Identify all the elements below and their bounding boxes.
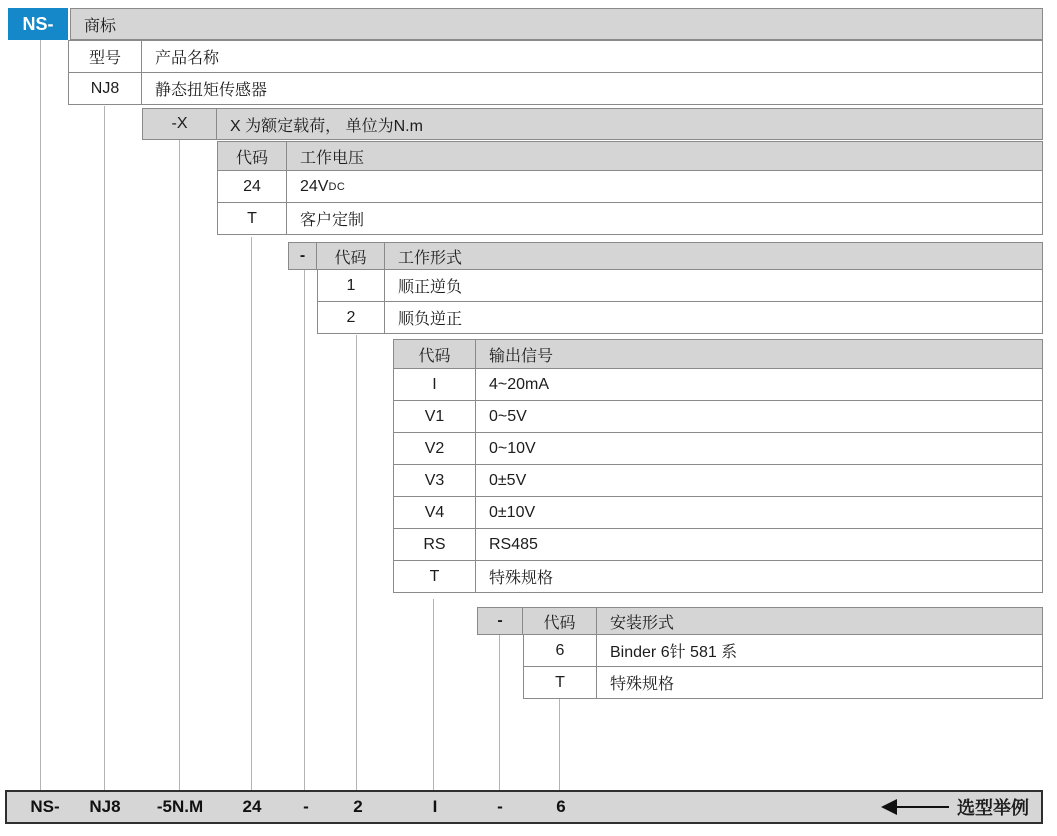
- model-header-desc: 产品名称: [155, 50, 220, 67]
- output-signal-header-desc: 输出信号: [489, 347, 554, 365]
- connector-line-mode: [356, 335, 357, 790]
- voltage-header-desc: 工作电压: [300, 149, 365, 167]
- mounting-code: 6: [555, 641, 565, 659]
- work-mode-code: 2: [346, 308, 356, 326]
- output-signal-row-i: [393, 368, 1043, 401]
- output-signal-code-cell: [393, 496, 476, 529]
- arrow-shaft: [897, 806, 949, 808]
- mounting-desc-cell: [596, 666, 1043, 699]
- brand-prefix-label: NS-: [22, 13, 54, 34]
- voltage-code: 24: [243, 177, 261, 195]
- output-signal-code-cell: [393, 368, 476, 401]
- output-signal-desc-cell: [475, 528, 1043, 561]
- example-item-dash1: -: [303, 797, 309, 816]
- voltage-row-t: [217, 202, 1043, 235]
- model-desc-cell: [141, 72, 1043, 105]
- output-signal-header-code: 代码: [418, 347, 451, 365]
- voltage-code-cell: [217, 202, 287, 235]
- output-signal-desc: 特殊规格: [489, 570, 554, 587]
- example-item-load: -5N.M: [156, 797, 204, 816]
- mounting-desc-cell: [596, 634, 1043, 667]
- brand-header-cell: [70, 8, 1043, 40]
- work-mode-row-1: [317, 269, 1043, 302]
- model-header-code: 型号: [88, 50, 121, 67]
- output-signal-desc-cell: [475, 496, 1043, 529]
- output-signal-header-code-cell: [393, 339, 476, 369]
- mounting-dash: -: [497, 612, 503, 629]
- brand-label: 商标: [84, 17, 117, 35]
- voltage-desc: 客户定制: [300, 212, 365, 229]
- work-mode-row-2: [317, 301, 1043, 334]
- model-desc: 静态扭矩传感器: [155, 82, 268, 99]
- mounting-code: T: [555, 673, 565, 691]
- model-row: [68, 72, 1043, 105]
- work-mode-header-code: 代码: [334, 249, 367, 267]
- model-code-cell: [68, 72, 142, 105]
- mounting-body: [523, 634, 1043, 699]
- output-signal-desc-cell: [475, 464, 1043, 497]
- voltage-code-cell: [217, 170, 287, 203]
- connector-line-voltage: [251, 237, 252, 790]
- model-header-desc-cell: [141, 40, 1043, 73]
- output-signal-code: V1: [424, 407, 445, 425]
- voltage-desc-cell: [286, 202, 1043, 235]
- work-mode-header-desc: 工作形式: [398, 249, 463, 267]
- output-signal-code-cell: [393, 432, 476, 465]
- work-mode-desc: 顺正逆负: [398, 279, 463, 296]
- output-signal-row-rs: [393, 528, 1043, 561]
- connector-line-load: [179, 140, 180, 790]
- rated-load-desc-cell: [216, 108, 1043, 140]
- output-signal-row-v4: [393, 496, 1043, 529]
- work-mode-header-desc-cell: [384, 242, 1043, 270]
- voltage-desc-cell: [286, 170, 1043, 203]
- mounting-row-t: [523, 666, 1043, 699]
- example-item-model: NJ8: [89, 797, 121, 816]
- work-mode-desc-cell: [384, 301, 1043, 334]
- mounting-header-desc: 安装形式: [610, 614, 675, 632]
- example-item-mode: 2: [353, 797, 363, 816]
- output-signal-desc-cell: [475, 560, 1043, 593]
- mounting-desc: 特殊规格: [610, 676, 675, 693]
- voltage-desc-subscript: DC: [328, 180, 346, 193]
- work-mode-body: [317, 269, 1043, 334]
- output-signal-table: [393, 339, 1043, 593]
- model-header-row: [68, 40, 1043, 73]
- connector-line-model: [104, 106, 105, 790]
- output-signal-row-v3: [393, 464, 1043, 497]
- output-signal-desc-cell: [475, 400, 1043, 433]
- example-item-signal: I: [432, 797, 438, 816]
- output-signal-desc: 0~10V: [489, 439, 536, 457]
- work-mode-header-code-cell: [316, 242, 385, 270]
- example-item-mount: 6: [556, 797, 566, 816]
- rated-load-desc: X 为额定载荷， 单位为N.m: [230, 117, 423, 135]
- example-item-dash2: -: [497, 797, 503, 816]
- example-item-prefix: NS-: [30, 797, 60, 816]
- connector-line-brand: [40, 40, 41, 790]
- mounting-header-desc-cell: [596, 607, 1043, 635]
- output-signal-header-row: [393, 339, 1043, 369]
- model-code: NJ8: [90, 79, 120, 97]
- work-mode-code: 1: [346, 276, 356, 294]
- connector-line-dash1: [304, 270, 305, 790]
- output-signal-desc-cell: [475, 432, 1043, 465]
- output-signal-code: T: [429, 567, 440, 585]
- example-item-voltage: 24: [242, 797, 262, 816]
- mounting-code-cell: [523, 666, 597, 699]
- connector-line-mount: [559, 699, 560, 790]
- mounting-desc: Binder 6针 581 系: [610, 644, 738, 661]
- output-signal-code: RS: [423, 535, 446, 553]
- output-signal-code-cell: [393, 400, 476, 433]
- output-signal-row-t: [393, 560, 1043, 593]
- voltage-table: [217, 141, 1043, 235]
- output-signal-desc: 0~5V: [489, 407, 527, 425]
- mounting-row-6: [523, 634, 1043, 667]
- work-mode-dash: -: [299, 247, 306, 264]
- output-signal-desc: 0±10V: [489, 503, 536, 521]
- output-signal-desc: 4~20mA: [489, 375, 550, 393]
- voltage-code: T: [247, 209, 257, 227]
- mounting-code-cell: [523, 634, 597, 667]
- work-mode-header-row: [288, 242, 1043, 270]
- output-signal-code-cell: [393, 560, 476, 593]
- example-pointer: [881, 794, 1029, 820]
- mounting-header-row: [477, 607, 1043, 635]
- output-signal-row-v1: [393, 400, 1043, 433]
- rated-load-row: [142, 108, 1043, 140]
- output-signal-code: V4: [424, 503, 445, 521]
- rated-load-code: -X: [171, 115, 188, 132]
- output-signal-header-desc-cell: [475, 339, 1043, 369]
- voltage-desc: 24V: [300, 177, 329, 195]
- work-mode-code-cell: [317, 301, 385, 334]
- output-signal-desc: RS485: [489, 535, 538, 553]
- output-signal-code: V2: [424, 439, 445, 457]
- mounting-header-code: 代码: [543, 614, 576, 632]
- rated-load-code-cell: [142, 108, 217, 140]
- voltage-header-code: 代码: [235, 149, 268, 167]
- example-bar: [5, 790, 1043, 824]
- voltage-header-desc-cell: [286, 141, 1043, 171]
- output-signal-desc-cell: [475, 368, 1043, 401]
- model-header-code-cell: [68, 40, 142, 73]
- work-mode-code-cell: [317, 269, 385, 302]
- model-table: [68, 40, 1043, 105]
- mounting-header-code-cell: [522, 607, 597, 635]
- example-label: 选型举例: [957, 798, 1029, 818]
- voltage-header-code-cell: [217, 141, 287, 171]
- mounting-dash-cell: [477, 607, 523, 635]
- output-signal-code-cell: [393, 528, 476, 561]
- output-signal-desc: 0±5V: [489, 471, 527, 489]
- left-arrow-icon: [881, 799, 897, 815]
- output-signal-code: I: [432, 375, 437, 393]
- output-signal-code-cell: [393, 464, 476, 497]
- output-signal-code: V3: [424, 471, 445, 489]
- work-mode-dash-cell: [288, 242, 317, 270]
- connector-line-signal: [433, 599, 434, 790]
- work-mode-desc-cell: [384, 269, 1043, 302]
- work-mode-desc: 顺负逆正: [398, 311, 463, 328]
- connector-line-dash2: [499, 634, 500, 790]
- output-signal-row-v2: [393, 432, 1043, 465]
- voltage-header-row: [217, 141, 1043, 171]
- brand-prefix-box: [8, 8, 68, 40]
- voltage-row-24: [217, 170, 1043, 203]
